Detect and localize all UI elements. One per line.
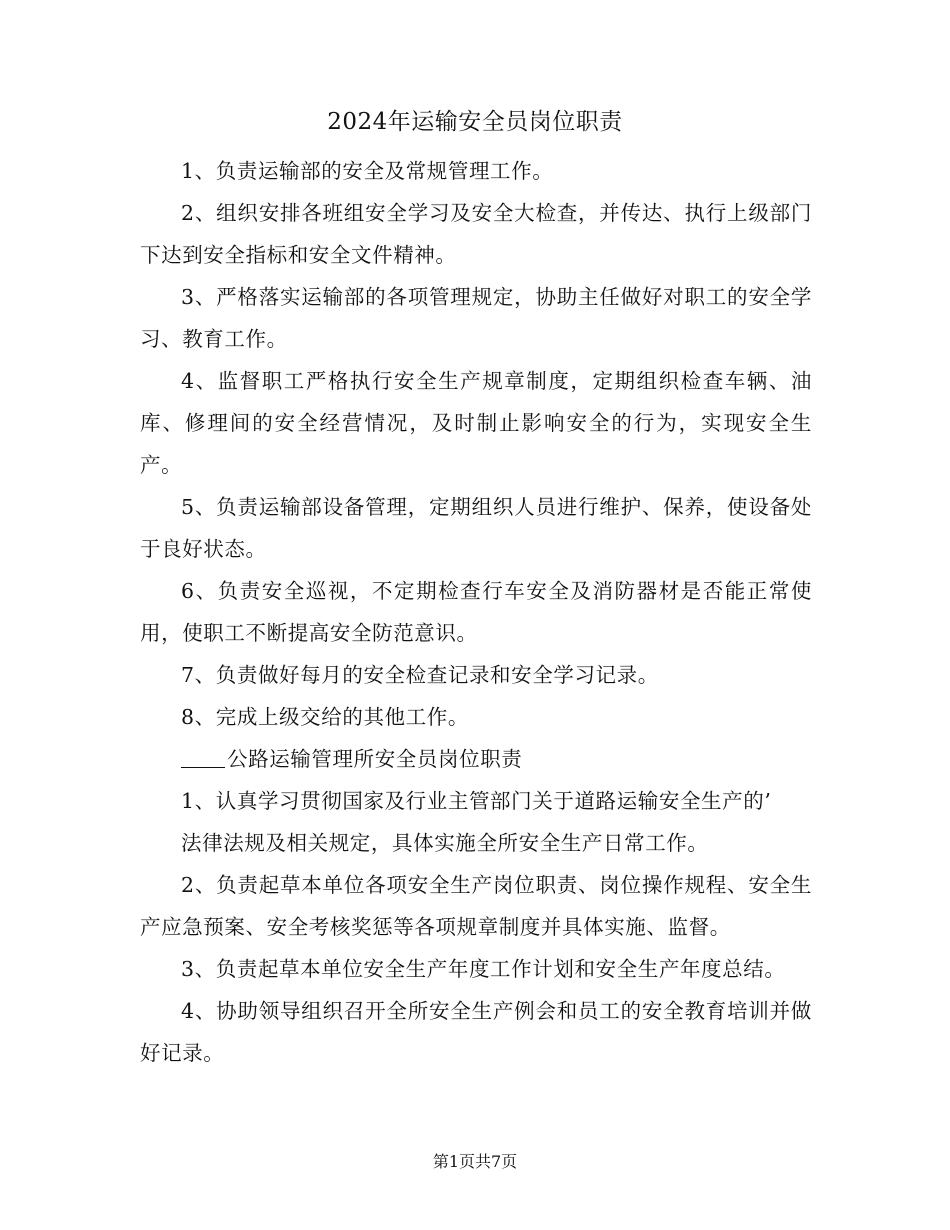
page-footer: 第1页共7页 (432, 1152, 518, 1171)
paragraph-4: 4、监督职工严格执行安全生产规章制度，定期组织检查车辆、油库、修理间的安全经营情况，及时制止影响安全的行为，实现安全生产。 (140, 369, 812, 477)
paragraph-6: 6、负责安全巡视，不定期检查行车安全及消防器材是否能正常使用，使职工不断提高安全防范意识。 (140, 579, 812, 645)
paragraph-1: 1、负责运输部的安全及常规管理工作。 (181, 159, 554, 183)
fill-in-blank (181, 745, 225, 768)
section-paragraph-1b: 法律法规及相关规定，具体实施全所安全生产日常工作。 (181, 831, 709, 855)
paragraph-7: 7、负责做好每月的安全检查记录和安全学习记录。 (181, 663, 659, 687)
section-paragraph-1a: 1、认真学习贯彻国家及行业主管部门关于道路运输安全生产的’ (181, 789, 772, 813)
paragraph-3: 3、严格落实运输部的各项管理规定，协助主任做好对职工的安全学习、教育工作。 (140, 285, 812, 351)
section-paragraph-3: 3、负责起草本单位安全生产年度工作计划和安全生产年度总结。 (181, 957, 786, 981)
section-paragraph-2: 2、负责起草本单位各项安全生产岗位职责、岗位操作规程、安全生产应急预案、安全考核奖惩等各项规章制度并具体实施、监督。 (140, 873, 812, 939)
paragraph-8: 8、完成上级交给的其他工作。 (181, 705, 469, 729)
section-paragraph-4: 4、协助领导组织召开全所安全生产例会和员工的安全教育培训并做好记录。 (140, 999, 812, 1065)
section-heading (140, 738, 812, 780)
paragraph-5: 5、负责运输部设备管理，定期组织人员进行维护、保养，使设备处于良好状态。 (140, 495, 812, 561)
page-title: 2024年运输安全员岗位职责 (327, 109, 623, 135)
document-body (140, 150, 812, 1074)
paragraph-2: 2、组织安排各班组安全学习及安全大检查，并传达、执行上级部门下达到安全指标和安全文件精神。 (140, 201, 812, 267)
section-title: 公路运输管理所安全员岗位职责 (227, 747, 523, 771)
